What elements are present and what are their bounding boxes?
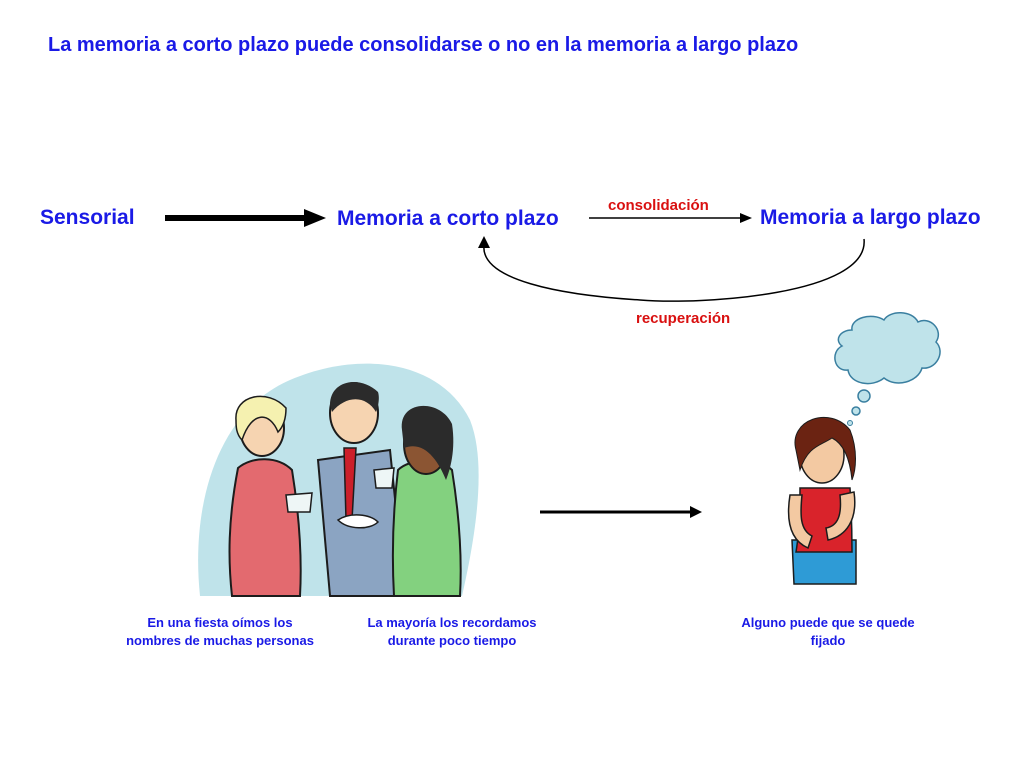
- stage-sensorial: Sensorial: [40, 206, 135, 229]
- retrieval-arrow: [478, 236, 864, 301]
- caption-remember-line2: fijado: [810, 633, 846, 648]
- thought-bubble-icon: [835, 313, 940, 426]
- thinking-woman-clipart: [789, 417, 856, 584]
- caption-remember-line1: Alguno puede que se quede: [741, 615, 915, 630]
- caption-forget-line2: durante poco tiempo: [387, 633, 517, 648]
- caption-forget-line1: La mayoría los recordamos: [367, 615, 537, 630]
- sensorial-to-short-term-arrow: [165, 209, 326, 227]
- caption-party: [110, 614, 330, 650]
- result-arrow: [540, 506, 702, 518]
- caption-party-line2: nombres de muchas personas: [126, 633, 314, 648]
- page-title: La memoria a corto plazo puede consolidarse o no en la memoria a largo plazo: [48, 34, 799, 56]
- retrieval-label: recuperación: [636, 310, 731, 327]
- caption-forget: [352, 614, 552, 650]
- caption-remember: [718, 614, 938, 650]
- party-people-clipart: [198, 364, 478, 596]
- caption-party-line1: En una fiesta oímos los: [147, 615, 293, 630]
- stage-short-term-memory: Memoria a corto plazo: [337, 207, 559, 230]
- consolidation-arrow: [589, 213, 752, 223]
- stage-long-term-memory: Memoria a largo plazo: [760, 206, 981, 229]
- consolidation-label: consolidación: [608, 197, 709, 214]
